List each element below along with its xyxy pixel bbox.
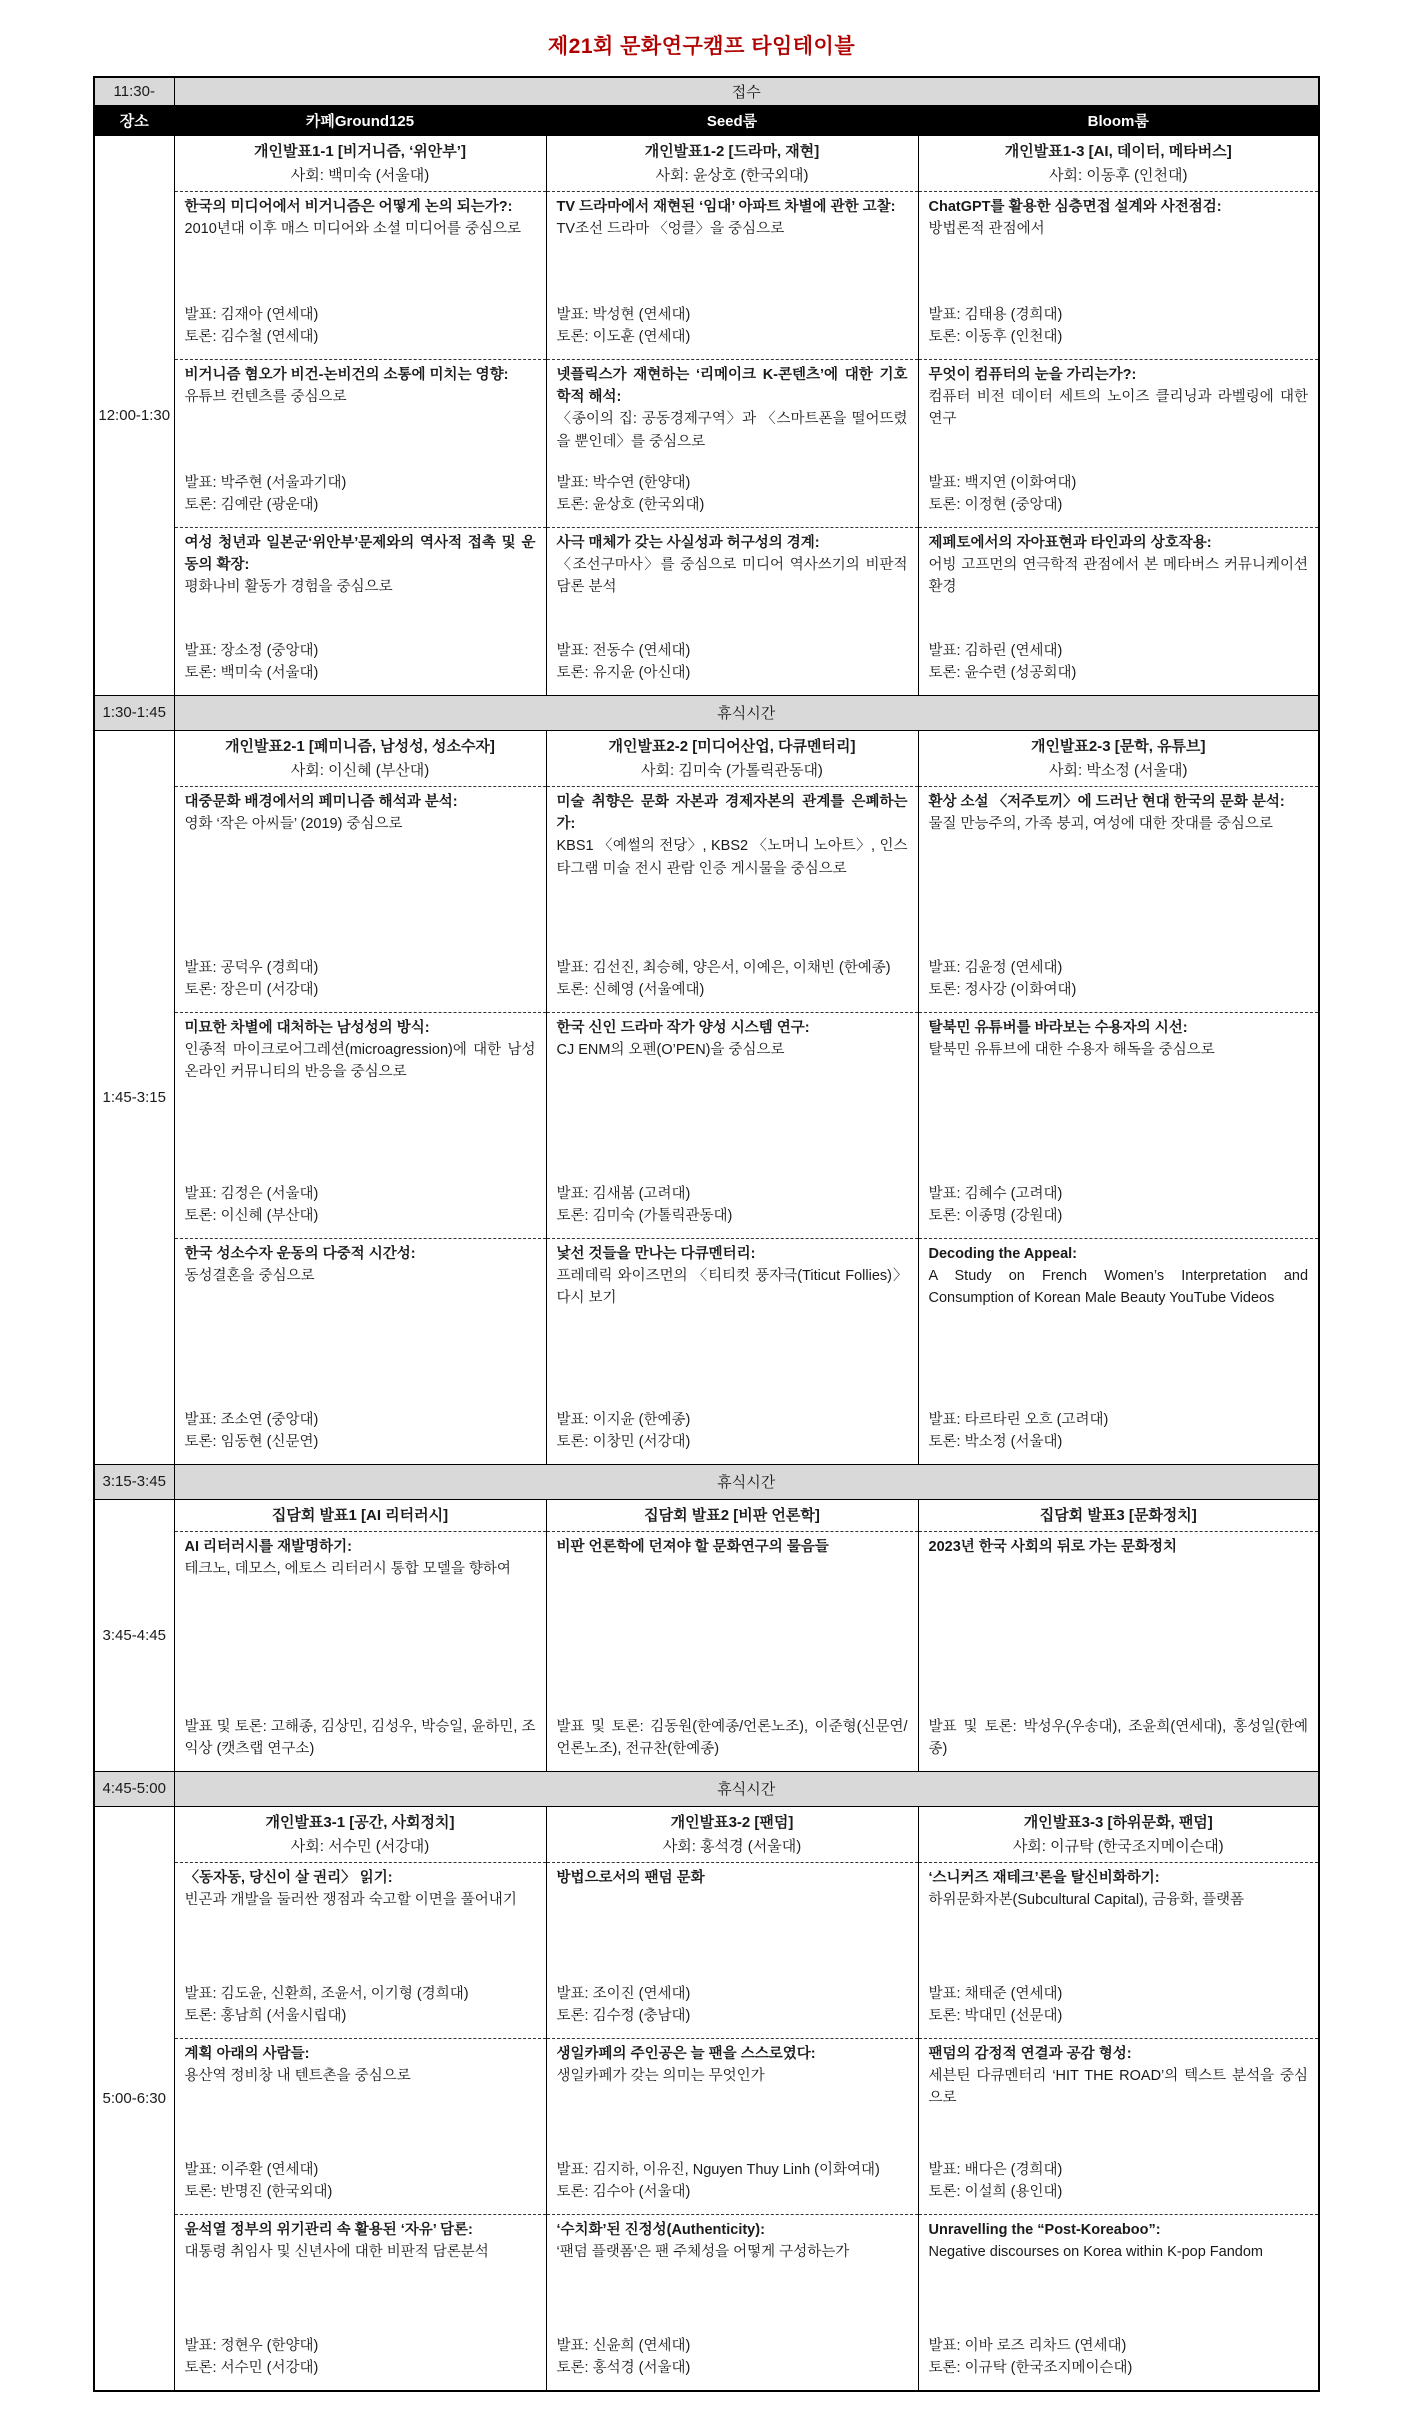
session-chair: 사회: 홍석경 (서울대) (662, 1837, 802, 1855)
talk-subtitle: 〈종이의 집: 공동경제구역〉과 〈스마트폰을 떨어뜨렸을 뿐인데〉를 중심으로 (556, 411, 908, 450)
talk-spacer (185, 408, 536, 471)
talk-spacer (185, 1287, 536, 1408)
talk-subtitle: 탈북민 유튜브에 대한 수용자 해독을 중심으로 (928, 1041, 1215, 1058)
talk-discussant: 토론: 홍석경 (서울대) (556, 2360, 691, 2377)
session-row (94, 1806, 1319, 2391)
talk-subtitle: 테크노, 데모스, 에토스 리터러시 통합 모델을 향하여 (184, 1560, 511, 1577)
session-title: 개인발표2-3 [문학, 유튜브] (1030, 737, 1206, 755)
session-chair: 사회: 이규탁 (한국조지메이슨대) (1012, 1837, 1224, 1855)
session-header (919, 1500, 1319, 1531)
talk-discussant: 토론: 이동후 (인천대) (928, 329, 1063, 346)
talk-spacer (929, 2110, 1309, 2159)
session-cell (546, 1499, 918, 1771)
talk-presenter: 발표: 김새봄 (고려대) (556, 1185, 691, 1202)
talk-discussant: 토론: 김예란 (광운대) (184, 497, 319, 514)
session-title: 개인발표3-2 [팬덤] (670, 1813, 794, 1831)
break-time: 4:45-5:00 (94, 1771, 174, 1806)
talk-discussant: 토론: 김수아 (서울대) (556, 2184, 691, 2201)
session-header (175, 1500, 546, 1531)
break-label: 휴식시간 (174, 1771, 1319, 1806)
talk-discussant: 토론: 백미숙 (서울대) (184, 665, 319, 682)
talk (547, 2214, 918, 2390)
timetable-body (94, 77, 1319, 2391)
talk (547, 2038, 918, 2214)
talk-discussant: 토론: 유지윤 (아신대) (556, 665, 691, 682)
talk-title: 한국 성소수자 운동의 다중적 시간성: (184, 1245, 416, 1262)
break-row (94, 695, 1319, 730)
talk (919, 191, 1319, 359)
talk (547, 1238, 918, 1464)
talk-presenter: 발표: 타르타린 오흐 (고려대) (928, 1411, 1109, 1428)
talk-spacer (185, 599, 536, 640)
session-cell (918, 730, 1319, 1464)
talk-subtitle: 유튜브 컨텐츠를 중심으로 (184, 388, 347, 405)
talk-discussant: 토론: 반명진 (한국외대) (184, 2184, 333, 2201)
room-header-seed: Seed룸 (546, 106, 918, 135)
session-header (547, 1500, 918, 1531)
session-header (547, 136, 918, 191)
talk-subtitle: 프레데릭 와이즈먼의 〈티티컷 풍자극(Titicut Follies)〉 다시 보기 (556, 1267, 908, 1307)
talk-title: 윤석열 정부의 위기관리 속 활용된 ‘자유’ 담론: (184, 2221, 473, 2238)
talk-discussant: 토론: 윤상호 (한국외대) (556, 497, 705, 514)
timetable (93, 76, 1320, 2392)
talk-spacer (557, 240, 908, 303)
talk-subtitle: 인종적 마이크로어그레션(microagression)에 대한 남성 온라인 커뮤니티의 반응을 중심으로 (184, 1041, 536, 1081)
talk (919, 1012, 1319, 1238)
session-chair: 사회: 이신혜 (부산대) (290, 761, 430, 779)
room-header-cafe-ground125: 카페Ground125 (174, 106, 546, 135)
talk-spacer (557, 599, 908, 640)
session-chair: 사회: 이동후 (인천대) (1049, 166, 1188, 184)
talk-subtitle: 용산역 정비창 내 텐트촌을 중심으로 (184, 2067, 411, 2084)
talk (175, 1531, 546, 1771)
session-title: 집담회 발표1 [AI 리터러시] (271, 1506, 449, 1524)
talk-title: 제페토에서의 자아표현과 타인과의 상호작용: (928, 534, 1212, 551)
break-row (94, 1771, 1319, 1806)
session-title: 개인발표3-1 [공간, 사회정치] (265, 1813, 455, 1831)
talk-title: 미묘한 차별에 대처하는 남성성의 방식: (184, 1019, 430, 1036)
talk-subtitle: 컴퓨터 비전 데이터 세트의 노이즈 클리닝과 라벨링에 대한 연구 (928, 388, 1309, 428)
session-cell (546, 730, 918, 1464)
talk-spacer (557, 1310, 908, 1409)
talk-title: 사극 매체가 갖는 사실성과 허구성의 경계: (556, 534, 820, 551)
talk-title: 2023년 한국 사회의 뒤로 가는 문화정치 (928, 1538, 1177, 1555)
talk (175, 191, 546, 359)
session-header (175, 136, 546, 191)
talk-title: 넷플릭스가 재현하는 ‘리메이크 K-콘텐츠’에 대한 기호학적 해석: (556, 366, 908, 405)
talk-subtitle: 하위문화자본(Subcultural Capital), 금융화, 플랫폼 (928, 1891, 1245, 1908)
talk-discussant: 토론: 김수정 (충남대) (556, 2008, 691, 2025)
session-header (547, 1807, 918, 1862)
talk-spacer (557, 2087, 908, 2158)
talk-discussant: 토론: 이종명 (강원대) (928, 1208, 1063, 1225)
talk-title: AI 리터러시를 재발명하기: (184, 1538, 352, 1555)
talk-presenter: 발표: 정현우 (한양대) (184, 2337, 319, 2354)
talk-presenter: 발표: 전동수 (연세대) (556, 642, 691, 659)
session-cell (546, 135, 918, 695)
session-title: 집담회 발표2 [비판 언론학] (644, 1506, 820, 1524)
talk-spacer (929, 2263, 1309, 2334)
talk-discussant: 토론: 이정현 (중앙대) (928, 497, 1063, 514)
talk (175, 527, 546, 695)
registration-label: 접수 (174, 77, 1319, 106)
talk-presenter: 발표: 신윤희 (연세대) (556, 2337, 691, 2354)
location-row (94, 106, 1319, 135)
talk-title: 한국 신인 드라마 작가 양성 시스템 연구: (556, 1019, 810, 1036)
talk-subtitle: 빈곤과 개발을 둘러싼 쟁점과 숙고할 이면을 풀어내기 (184, 1891, 517, 1908)
talk-subtitle: 평화나비 활동가 경험을 중심으로 (184, 579, 393, 596)
talk-presenter: 발표: 이지윤 (한예종) (556, 1411, 691, 1428)
talk-title: 팬덤의 감정적 연결과 공감 형성: (928, 2045, 1132, 2062)
talk-presenter: 발표: 조이진 (연세대) (556, 1985, 691, 2002)
talk (547, 191, 918, 359)
talk-discussant: 토론: 정사강 (이화여대) (928, 982, 1077, 999)
talk-spacer (929, 240, 1309, 303)
talk-subtitle: 어빙 고프먼의 연극학적 관점에서 본 메타버스 커뮤니케이션 환경 (928, 556, 1309, 596)
session-cell (174, 135, 546, 695)
talk (175, 1238, 546, 1464)
talk-spacer (929, 431, 1309, 472)
talk-presenter: 발표 및 토론: 고해종, 김상민, 김성우, 박승일, 윤하민, 조익상 (캣츠랩 연구소) (184, 1718, 536, 1758)
session-time: 12:00-1:30 (94, 135, 174, 695)
talk-spacer (185, 1580, 536, 1715)
registration-row (94, 77, 1319, 106)
talk-spacer (557, 1889, 908, 1983)
session-title: 개인발표2-2 [미디어산업, 다큐멘터리] (608, 737, 856, 755)
talk (547, 786, 918, 1012)
talk-subtitle: 대통령 취임사 및 신년사에 대한 비판적 담론분석 (184, 2243, 489, 2260)
talk-subtitle: 세븐틴 다큐멘터리 ‘HIT THE ROAD’의 텍스트 분석을 중심으로 (928, 2067, 1309, 2107)
room-header-bloom: Bloom룸 (918, 106, 1319, 135)
talk-presenter: 발표: 박수연 (한양대) (556, 474, 691, 491)
talk-presenter: 발표: 백지연 (이화여대) (928, 474, 1077, 491)
talk-spacer (557, 880, 908, 956)
talk-spacer (557, 453, 908, 471)
talk (919, 2214, 1319, 2390)
talk-presenter: 발표: 김재아 (연세대) (184, 306, 319, 323)
talk (175, 359, 546, 527)
break-time: 1:30-1:45 (94, 695, 174, 730)
talk (919, 1238, 1319, 1464)
talk-title: 여성 청년과 일본군‘위안부’문제와의 역사적 접촉 및 운동의 확장: (184, 534, 536, 573)
session-row (94, 135, 1319, 695)
talk-presenter: 발표 및 토론: 박성우(우송대), 조윤희(연세대), 홍성일(한예종) (928, 1718, 1309, 1758)
break-label: 휴식시간 (174, 1464, 1319, 1499)
session-cell (174, 1806, 546, 2391)
session-header (919, 136, 1319, 191)
talk (175, 1862, 546, 2038)
talk-presenter: 발표 및 토론: 김동원(한예종/언론노조), 이준형(신문연/언론노조), 전규찬(한예종) (556, 1718, 908, 1758)
talk (547, 527, 918, 695)
page-title: 제21회 문화연구캠프 타임테이블 (547, 35, 856, 58)
talk-discussant: 토론: 이설희 (용인대) (928, 2184, 1063, 2201)
session-chair: 사회: 박소정 (서울대) (1049, 761, 1188, 779)
talk-presenter: 발표: 이바 로즈 리차드 (연세대) (928, 2337, 1127, 2354)
talk-title: ‘수치화’된 진정성(Authenticity): (556, 2221, 765, 2238)
talk-spacer (557, 1558, 908, 1716)
session-header (919, 731, 1319, 786)
talk-spacer (185, 835, 536, 956)
session-title: 개인발표3-3 [하위문화, 팬덤] (1023, 1813, 1213, 1831)
talk (175, 2214, 546, 2390)
talk-presenter: 발표: 김도윤, 신환희, 조윤서, 이기형 (경희대) (184, 1985, 469, 2002)
talk-spacer (185, 240, 536, 303)
session-chair: 사회: 윤상호 (한국외대) (655, 166, 809, 184)
talk-subtitle: 동성결혼을 중심으로 (184, 1267, 315, 1284)
talk-discussant: 토론: 이창민 (서강대) (556, 1434, 691, 1451)
talk-discussant: 토론: 박대민 (선문대) (928, 2008, 1063, 2025)
session-time: 1:45-3:15 (94, 730, 174, 1464)
talk-title: 미술 취향은 문화 자본과 경제자본의 관계를 은폐하는가: (556, 793, 908, 832)
talk-discussant: 토론: 김수철 (연세대) (184, 329, 319, 346)
talk (547, 1862, 918, 2038)
session-title: 개인발표1-1 [비거니즘, ‘위안부’] (254, 142, 466, 160)
talk-discussant: 토론: 박소정 (서울대) (928, 1434, 1063, 1451)
session-cell (918, 1806, 1319, 2391)
talk-subtitle: CJ ENM의 오펜(O’PEN)을 중심으로 (556, 1041, 785, 1058)
talk-discussant: 토론: 신혜영 (서울예대) (556, 982, 705, 999)
talk-title: ChatGPT를 활용한 심층면접 설계와 사전점검: (928, 198, 1222, 215)
talk-subtitle: A Study on French Women’s Interpretation and Consumption of Korean Male Beauty YouTube Videos (928, 1267, 1309, 1307)
talk (547, 1012, 918, 1238)
talk-discussant: 토론: 이도훈 (연세대) (556, 329, 691, 346)
talk-presenter: 발표: 이주환 (연세대) (184, 2161, 319, 2178)
talk-spacer (929, 1911, 1309, 1982)
session-chair: 사회: 서수민 (서강대) (290, 1837, 430, 1855)
talk-discussant: 토론: 이신혜 (부산대) (184, 1208, 319, 1225)
session-time: 3:45-4:45 (94, 1499, 174, 1771)
session-cell (174, 730, 546, 1464)
talk-presenter: 발표: 김지하, 이유진, Nguyen Thuy Linh (이화여대) (556, 2161, 880, 2178)
talk-presenter: 발표: 김정은 (서울대) (184, 1185, 319, 1202)
talk-subtitle: 〈조선구마사〉를 중심으로 미디어 역사쓰기의 비판적 담론 분석 (556, 556, 908, 596)
session-chair: 사회: 김미숙 (가톨릭관동대) (641, 761, 823, 779)
talk-presenter: 발표: 김혜수 (고려대) (928, 1185, 1063, 1202)
talk-presenter: 발표: 김하린 (연세대) (928, 642, 1063, 659)
break-row (94, 1464, 1319, 1499)
session-cell (174, 1499, 546, 1771)
talk-spacer (185, 1084, 536, 1183)
session-header (547, 731, 918, 786)
talk-spacer (929, 835, 1309, 956)
talk-presenter: 발표: 김태용 (경희대) (928, 306, 1063, 323)
session-header (175, 1807, 546, 1862)
talk-spacer (929, 1310, 1309, 1409)
session-time: 5:00-6:30 (94, 1806, 174, 2391)
talk (919, 786, 1319, 1012)
talk-discussant: 토론: 윤수련 (성공회대) (928, 665, 1077, 682)
talk-spacer (557, 1061, 908, 1182)
registration-time: 11:30- (94, 77, 174, 106)
session-title: 개인발표1-2 [드라마, 재현] (644, 142, 820, 160)
session-title: 개인발표2-1 [페미니즘, 남성성, 성소수자] (225, 737, 495, 755)
talk-subtitle: 물질 만능주의, 가족 붕괴, 여성에 대한 잣대를 중심으로 (928, 815, 1273, 832)
session-chair: 사회: 백미숙 (서울대) (290, 166, 430, 184)
session-cell (918, 1499, 1319, 1771)
talk-subtitle: TV조선 드라마 〈엉클〉을 중심으로 (556, 220, 785, 237)
talk-subtitle: 영화 ‘작은 아씨들’ (2019) 중심으로 (184, 815, 403, 832)
talk-spacer (929, 1061, 1309, 1182)
talk-discussant: 토론: 홍남희 (서울시립대) (184, 2008, 347, 2025)
talk (175, 786, 546, 1012)
talk (547, 359, 918, 527)
session-row (94, 1499, 1319, 1771)
session-title: 집담회 발표3 [문화정치] (1039, 1506, 1197, 1524)
talk-title: 한국의 미디어에서 비거니즘은 어떻게 논의 되는가?: (184, 198, 513, 215)
talk-title: 생일카페의 주인공은 늘 팬을 스스로였다: (556, 2045, 816, 2062)
talk-title: 대중문화 배경에서의 페미니즘 해석과 분석: (184, 793, 458, 810)
session-header (919, 1807, 1319, 1862)
talk-presenter: 발표: 김선진, 최승혜, 양은서, 이예은, 이채빈 (한예종) (556, 959, 891, 976)
talk-title: 비판 언론학에 던져야 할 문화연구의 물음들 (556, 1538, 829, 1555)
session-cell (546, 1806, 918, 2391)
talk-presenter: 발표: 공덕우 (경희대) (184, 959, 319, 976)
talk-title: 낯선 것들을 만나는 다큐멘터리: (556, 1245, 756, 1262)
talk-presenter: 발표: 김윤정 (연세대) (928, 959, 1063, 976)
talk (919, 359, 1319, 527)
talk-presenter: 발표: 장소정 (중앙대) (184, 642, 319, 659)
talk-presenter: 발표: 조소연 (중앙대) (184, 1411, 319, 1428)
talk-title: 방법으로서의 팬덤 문화 (556, 1869, 705, 1886)
talk-spacer (185, 2087, 536, 2158)
talk-discussant: 토론: 김미숙 (가톨릭관동대) (556, 1208, 733, 1225)
session-header (175, 731, 546, 786)
session-row (94, 730, 1319, 1464)
talk-discussant: 토론: 장은미 (서강대) (184, 982, 319, 999)
talk-title: 〈동자동, 당신이 살 권리〉 읽기: (184, 1869, 393, 1886)
talk-title: 무엇이 컴퓨터의 눈을 가리는가?: (928, 366, 1137, 383)
talk-spacer (557, 2263, 908, 2334)
talk-presenter: 발표: 박성현 (연세대) (556, 306, 691, 323)
talk (919, 1531, 1319, 1771)
talk-spacer (185, 1911, 536, 1982)
talk (919, 1862, 1319, 2038)
talk-title: Decoding the Appeal: (928, 1245, 1077, 1262)
session-title: 개인발표1-3 [AI, 데이터, 메타버스] (1004, 142, 1232, 160)
talk-title: Unravelling the “Post-Koreaboo”: (928, 2221, 1161, 2238)
talk-spacer (185, 2263, 536, 2334)
location-label: 장소 (94, 106, 174, 135)
talk-title: TV 드라마에서 재현된 ‘임대’ 아파트 차별에 관한 고찰: (556, 198, 896, 215)
talk-title: 비거니즘 혐오가 비건-논비건의 소통에 미치는 영향: (184, 366, 509, 383)
talk-presenter: 발표: 배다은 (경희대) (928, 2161, 1063, 2178)
talk (919, 2038, 1319, 2214)
talk (175, 1012, 546, 1238)
talk-subtitle: 생일카페가 갖는 의미는 무엇인가 (556, 2067, 765, 2084)
talk-discussant: 토론: 서수민 (서강대) (184, 2360, 319, 2377)
talk-subtitle: Negative discourses on Korea within K-pop Fandom (928, 2243, 1263, 2260)
talk-title: 탈북민 유튜버를 바라보는 수용자의 시선: (928, 1019, 1188, 1036)
talk-title: ‘스니커즈 재테크’론을 탈신비화하기: (928, 1869, 1160, 1886)
talk-presenter: 발표: 채태준 (연세대) (928, 1985, 1063, 2002)
talk-subtitle: ‘팬덤 플랫폼’은 팬 주체성을 어떻게 구성하는가 (556, 2243, 850, 2260)
talk (919, 527, 1319, 695)
talk-discussant: 토론: 이규탁 (한국조지메이슨대) (928, 2360, 1133, 2377)
talk (547, 1531, 918, 1771)
break-time: 3:15-3:45 (94, 1464, 174, 1499)
talk-subtitle: KBS1 〈예썰의 전당〉, KBS2 〈노머니 노아트〉, 인스타그램 미술 전시 관람 인증 게시물을 중심으로 (556, 838, 908, 877)
talk-discussant: 토론: 임동현 (신문연) (184, 1434, 319, 1451)
session-cell (918, 135, 1319, 695)
talk-subtitle: 방법론적 관점에서 (928, 220, 1045, 237)
break-label: 휴식시간 (174, 695, 1319, 730)
talk (175, 2038, 546, 2214)
talk-title: 환상 소설 〈저주토끼〉에 드러난 현대 한국의 문화 분석: (928, 793, 1285, 810)
talk-subtitle: 2010년대 이후 매스 미디어와 소셜 미디어를 중심으로 (184, 220, 522, 237)
talk-spacer (929, 1558, 1309, 1716)
talk-spacer (929, 599, 1309, 640)
talk-presenter: 발표: 박주현 (서울과기대) (184, 474, 347, 491)
talk-title: 계획 아래의 사람들: (184, 2045, 310, 2062)
